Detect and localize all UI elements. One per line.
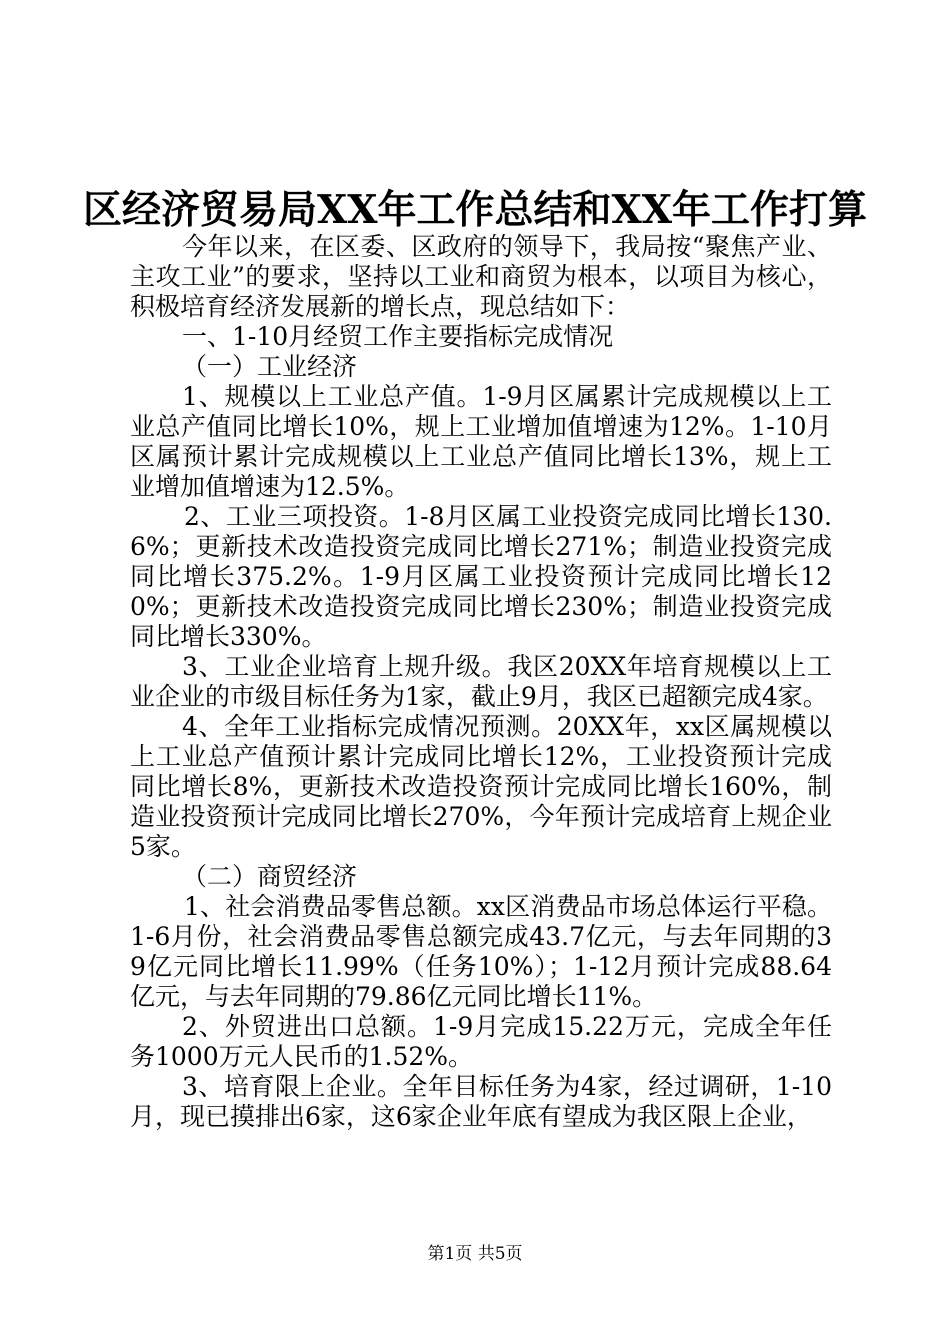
page-number-footer: 第1页 共5页 <box>427 1244 523 1264</box>
section-heading-1: 一、1-10月经贸工作主要指标完成情况 <box>182 322 614 351</box>
paragraph-industry-2: 2、工业三项投资。1-8月区属工业投资完成同比增长130.6%；更新技术改造投资完成同比增长271%；制造业投资完成同比增长375.2%。1-9月区属工业投资预计完成同比增长120%；更新技术改造投资完成同比增长230%；制造业投资完成同比增长330%。 <box>130 502 832 651</box>
document-body <box>130 232 832 1132</box>
document-title: 区经济贸易局XX年工作总结和XX年工作打算 <box>82 187 868 233</box>
paragraph-industry-3: 3、工业企业培育上规升级。我区20XX年培育规模以上工业企业的市级目标任务为1家，截止9月，我区已超额完成4家。 <box>130 652 832 711</box>
paragraph-industry-4: 4、全年工业指标完成情况预测。20XX年，xx区属规模以上工业总产值预计累计完成同比增长12%，工业投资预计完成同比增长8%，更新技术改造投资预计完成同比增长160%，制造业投资预计完成同比增长270%，今年预计完成培育上规企业5家。 <box>130 712 832 861</box>
intro-paragraph: 今年以来，在区委、区政府的领导下，我局按“聚焦产业、主攻工业”的要求，坚持以工业和商贸为根本，以项目为核心，积极培育经济发展新的增长点，现总结如下： <box>130 232 832 321</box>
paragraph-commerce-1: 1、社会消费品零售总额。xx区消费品市场总体运行平稳。1-6月份，社会消费品零售总额完成43.7亿元，与去年同期的39亿元同比增长11.99%（任务10%）；1-12月预计完成88.64亿元，与去年同期的79.86亿元同比增长11%。 <box>130 892 832 1011</box>
paragraph-industry-1: 1、规模以上工业总产值。1-9月区属累计完成规模以上工业总产值同比增长10%，规上工业增加值增速为12%。1-10月区属预计累计完成规模以上工业总产值同比增长13%，规上工业增加值增速为12.5%。 <box>130 382 832 501</box>
subsection-heading-industry: （一）工业经济 <box>182 352 358 381</box>
subsection-heading-commerce: （二）商贸经济 <box>182 862 358 891</box>
paragraph-commerce-2: 2、外贸进出口总额。1-9月完成15.22万元，完成全年任务1000万元人民币的1.52%。 <box>130 1012 832 1071</box>
paragraph-commerce-3: 3、培育限上企业。全年目标任务为4家，经过调研，1-10月，现已摸排出6家，这6家企业年底有望成为我区限上企业， <box>130 1072 832 1131</box>
